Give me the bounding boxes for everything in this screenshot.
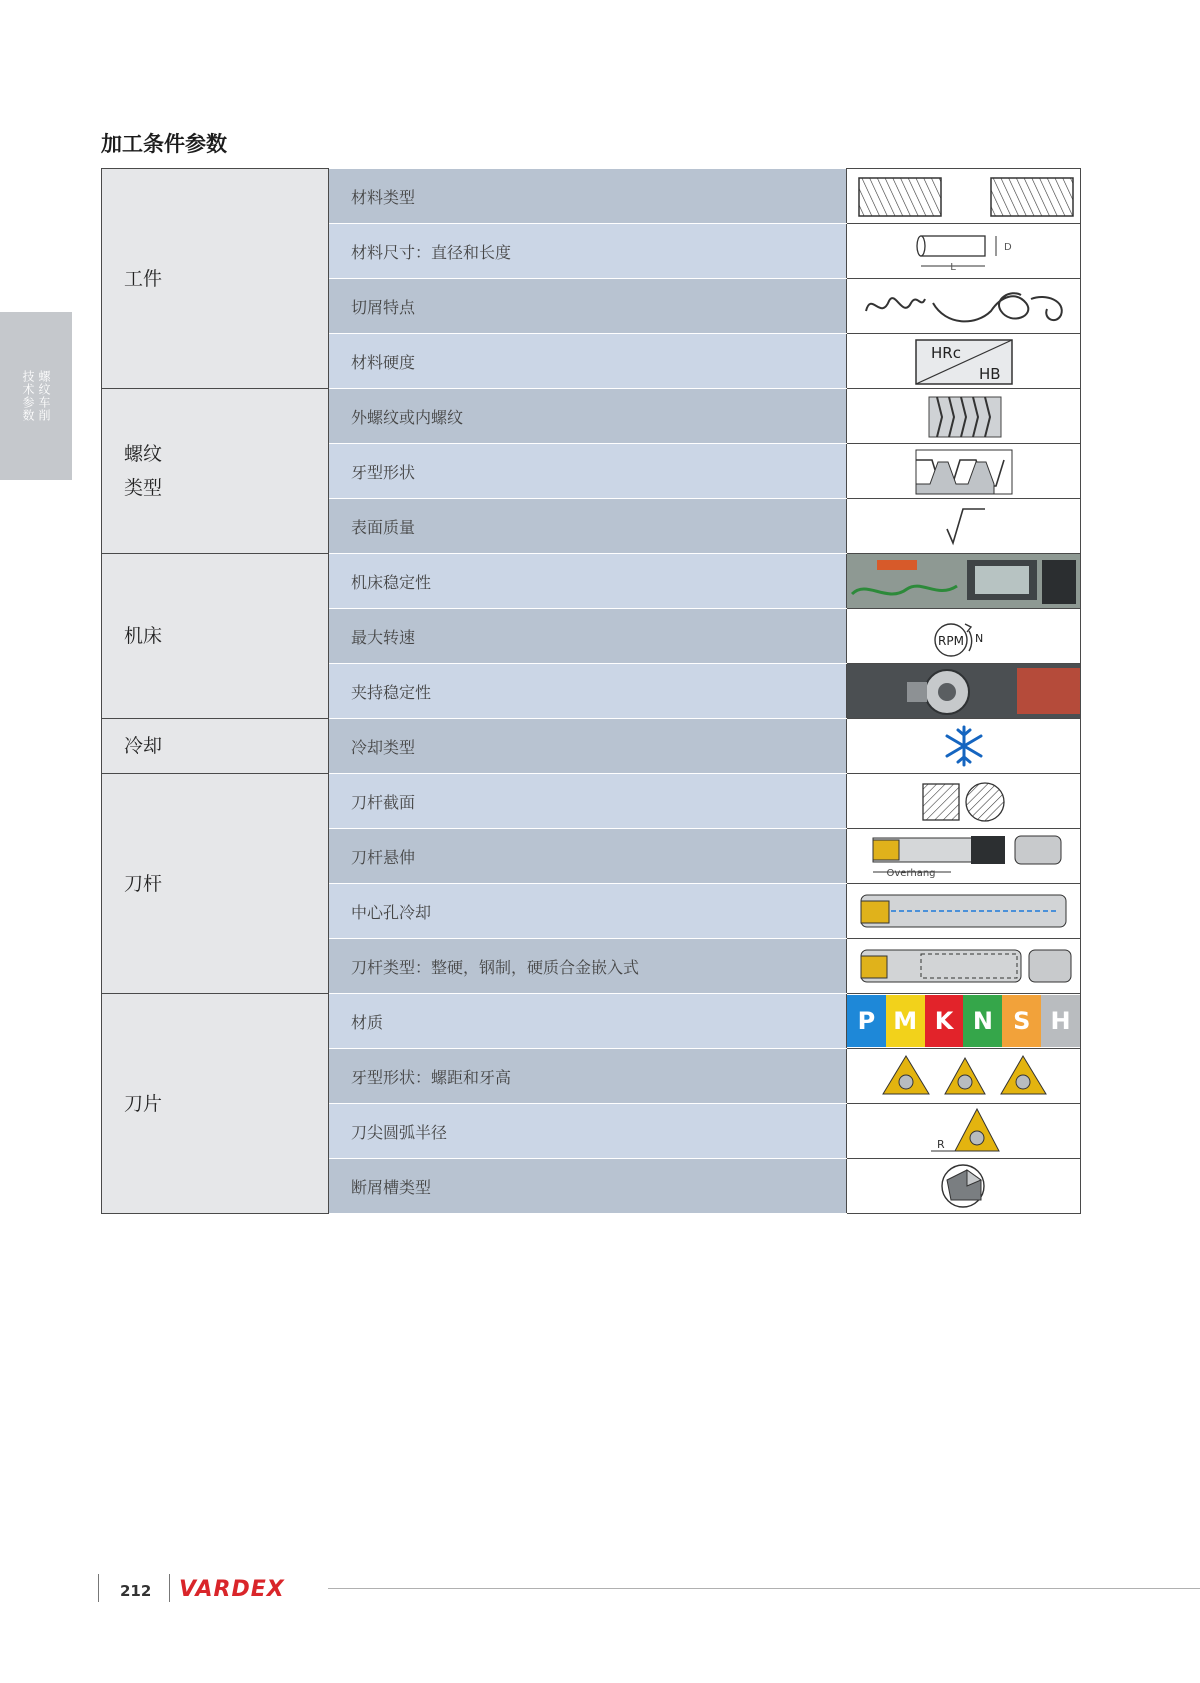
grade-m: M bbox=[886, 995, 925, 1047]
param-grade: 材质 bbox=[329, 994, 847, 1049]
param-material-type: 材料类型 bbox=[329, 169, 847, 224]
param-holder-type: 刀杆类型：整硬，钢制，硬质合金嵌入式 bbox=[329, 939, 847, 994]
param-surface-quality: 表面质量 bbox=[329, 499, 847, 554]
grade-n: N bbox=[963, 995, 1002, 1047]
table-row bbox=[102, 169, 1081, 224]
center-coolant-holder-icon bbox=[847, 884, 1081, 939]
param-machine-stability: 机床稳定性 bbox=[329, 554, 847, 609]
param-thread-pitch: 牙型形状：螺距和牙高 bbox=[329, 1049, 847, 1104]
param-overhang: 刀杆悬伸 bbox=[329, 829, 847, 884]
side-tab-label: 螺纹车削 技术参数 bbox=[21, 370, 51, 422]
radius-label: R bbox=[937, 1138, 945, 1151]
table-row bbox=[102, 389, 1081, 444]
overhang-label: Overhang bbox=[886, 868, 936, 879]
material-type-icon bbox=[847, 169, 1081, 224]
material-grade-strip bbox=[847, 994, 1081, 1049]
grade-s: S bbox=[1002, 995, 1041, 1047]
param-clamping-stability: 夹持稳定性 bbox=[329, 664, 847, 719]
chipbreaker-icon bbox=[847, 1159, 1081, 1214]
table-row bbox=[102, 554, 1081, 609]
hardness-hrc-label: HRc bbox=[931, 344, 961, 362]
vardex-logo: VARDEX bbox=[179, 1577, 285, 1602]
param-material-size: 材料尺寸：直径和长度 bbox=[329, 224, 847, 279]
param-material-hardness: 材料硬度 bbox=[329, 334, 847, 389]
table-row bbox=[102, 994, 1081, 1049]
footer-rule bbox=[328, 1588, 1200, 1589]
param-nose-radius: 刀尖圆弧半径 bbox=[329, 1104, 847, 1159]
dimension-icon bbox=[847, 224, 1081, 279]
category-insert: 刀片 bbox=[102, 994, 329, 1214]
machine-photo-icon bbox=[847, 554, 1081, 609]
param-shank-section: 刀杆截面 bbox=[329, 774, 847, 829]
hardness-icon bbox=[847, 334, 1081, 389]
side-section-tab bbox=[0, 312, 72, 480]
param-max-speed: 最大转速 bbox=[329, 609, 847, 664]
overhang-icon bbox=[847, 829, 1081, 884]
category-thread-type: 螺纹 类型 bbox=[102, 389, 329, 554]
category-machine: 机床 bbox=[102, 554, 329, 719]
footer-divider bbox=[169, 1574, 170, 1602]
page-title: 加工条件参数 bbox=[101, 132, 227, 156]
param-center-coolant: 中心孔冷却 bbox=[329, 884, 847, 939]
param-chipbreaker-type: 断屑槽类型 bbox=[329, 1159, 847, 1214]
category-workpiece: 工件 bbox=[102, 169, 329, 389]
table-row bbox=[102, 774, 1081, 829]
param-external-internal: 外螺纹或内螺纹 bbox=[329, 389, 847, 444]
table-row bbox=[102, 719, 1081, 774]
param-chip-characteristics: 切屑特点 bbox=[329, 279, 847, 334]
surface-roughness-icon bbox=[847, 499, 1081, 554]
insert-profile-icon bbox=[847, 1049, 1081, 1104]
dimension-l-label: L bbox=[950, 262, 956, 273]
dimension-d-label: D bbox=[1004, 242, 1012, 253]
nose-radius-icon bbox=[847, 1104, 1081, 1159]
param-coolant-type: 冷却类型 bbox=[329, 719, 847, 774]
hardness-hb-label: HB bbox=[979, 365, 1001, 383]
category-cooling: 冷却 bbox=[102, 719, 329, 774]
shank-section-icon bbox=[847, 774, 1081, 829]
grade-h: H bbox=[1041, 995, 1080, 1047]
chuck-photo-icon bbox=[847, 664, 1081, 719]
rpm-n-label: N bbox=[975, 632, 984, 645]
snowflake-icon bbox=[847, 719, 1081, 774]
thread-profile-icon bbox=[847, 444, 1081, 499]
machining-parameters-table bbox=[101, 168, 1081, 1214]
page-number: 212 bbox=[120, 1582, 152, 1600]
footer-divider bbox=[98, 1574, 99, 1602]
thread-external-icon bbox=[847, 389, 1081, 444]
chip-shape-icon bbox=[847, 279, 1081, 334]
rpm-icon bbox=[847, 609, 1081, 664]
param-thread-profile: 牙型形状 bbox=[329, 444, 847, 499]
grade-k: K bbox=[925, 995, 964, 1047]
material-grade-strip-bar bbox=[847, 995, 1080, 1047]
grade-p: P bbox=[847, 995, 886, 1047]
rpm-label: RPM bbox=[938, 634, 964, 648]
category-toolholder: 刀杆 bbox=[102, 774, 329, 994]
holder-type-icon bbox=[847, 939, 1081, 994]
